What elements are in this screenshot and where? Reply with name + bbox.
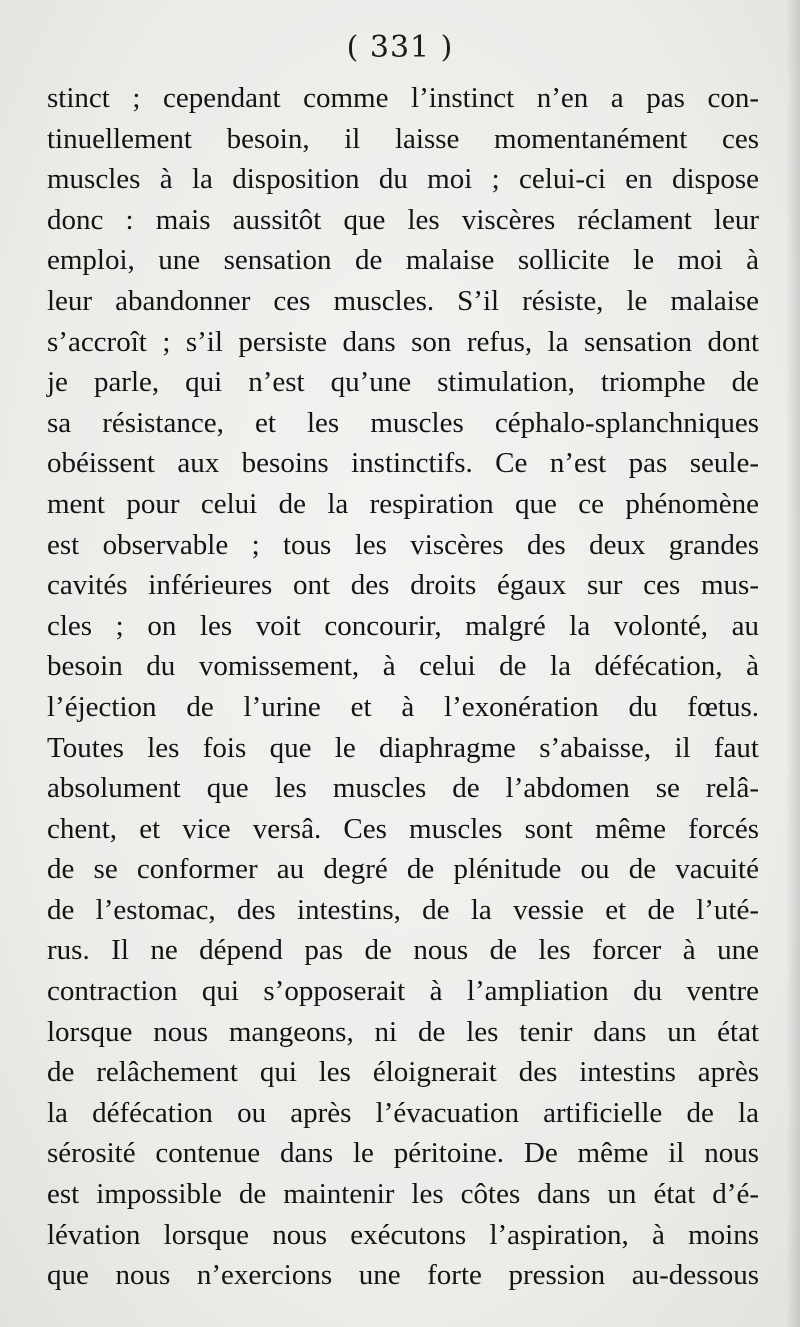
page-edge-shadow — [786, 0, 800, 1327]
text-line: est impossible de maintenir les côtes dans un état d’é- — [47, 1178, 759, 1211]
text-line: cles ; on les voit concourir, malgré la volonté, au — [47, 609, 759, 642]
text-line: de se conformer au degré de plénitude ou de vacuité — [47, 853, 759, 886]
text-line: contraction qui s’opposerait à l’ampliation du ventre — [47, 975, 759, 1008]
text-line: est observable ; tous les viscères des deux grandes — [47, 528, 759, 561]
text-line: que nous n’exercions une forte pression au-dessous — [47, 1259, 759, 1292]
body-text — [47, 78, 759, 1296]
text-line: lorsque nous mangeons, ni de les tenir dans un état — [47, 1015, 759, 1048]
text-line: emploi, une sensation de malaise sollicite le moi à — [47, 244, 759, 277]
text-line: cavités inférieures ont des droits égaux sur ces mus- — [47, 569, 759, 602]
text-line: absolument que les muscles de l’abdomen se relâ- — [47, 772, 759, 805]
text-line: l’éjection de l’urine et à l’exonération du fœtus. — [47, 690, 759, 723]
text-line: sérosité contenue dans le péritoine. De même il nous — [47, 1137, 759, 1170]
text-line: tinuellement besoin, il laisse momentanément ces — [47, 122, 759, 155]
text-line: muscles à la disposition du moi ; celui-ci en dispose — [47, 163, 759, 196]
text-line: rus. Il ne dépend pas de nous de les forcer à une — [47, 934, 759, 967]
text-line: stinct ; cependant comme l’instinct n’en a pas con- — [47, 82, 759, 114]
text-line: je parle, qui n’est qu’une stimulation, triomphe de — [47, 366, 759, 399]
text-line: donc : mais aussitôt que les viscères réclament leur — [47, 203, 759, 236]
text-line: chent, et vice versâ. Ces muscles sont même forcés — [47, 812, 759, 845]
text-line: obéissent aux besoins instinctifs. Ce n’est pas seule- — [47, 447, 759, 480]
text-line: leur abandonner ces muscles. S’il résiste, le malaise — [47, 284, 759, 317]
text-line: de l’estomac, des intestins, de la vessie et de l’uté- — [47, 893, 759, 926]
text-line: la défécation ou après l’évacuation artificielle de la — [47, 1096, 759, 1129]
text-line: de relâchement qui les éloignerait des intestins après — [47, 1056, 759, 1089]
page-number: ( 331 ) — [346, 30, 454, 65]
text-line: ment pour celui de la respiration que ce phénomène — [47, 487, 759, 520]
text-line: lévation lorsque nous exécutons l’aspiration, à moins — [47, 1218, 759, 1251]
text-line: s’accroît ; s’il persiste dans son refus, la sensation dont — [47, 325, 759, 358]
text-line: Toutes les fois que le diaphragme s’abaisse, il faut — [47, 731, 759, 764]
text-line: sa résistance, et les muscles céphalo-splanchniques — [47, 406, 759, 439]
text-line: besoin du vomissement, à celui de la défécation, à — [47, 650, 759, 683]
